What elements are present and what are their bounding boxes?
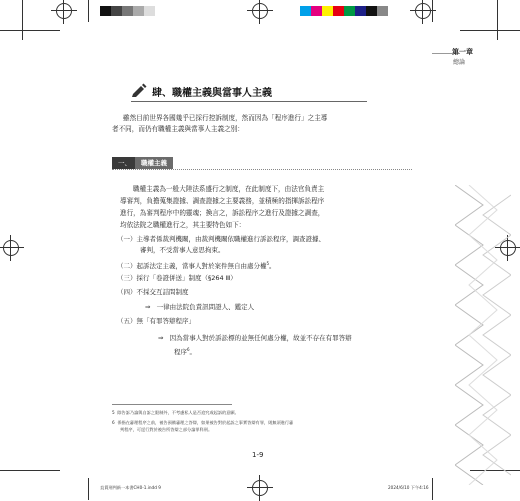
- crop-mark: [460, 30, 520, 31]
- slug-timestamp: 2024/6/10 下午4:16: [388, 485, 429, 490]
- footnote-ref: 5: [266, 261, 270, 266]
- item-text: 程序: [174, 348, 187, 357]
- section-title: 肆、職權主義與當事人主義: [152, 88, 272, 99]
- crop-mark: [0, 30, 60, 31]
- body-line: 導審判，負擔蒐集證據、調查證據之主要義務，並積極的指揮訴訟程序: [120, 197, 325, 205]
- list-item: 審判，不受當事人意思拘束。: [140, 246, 225, 254]
- footnote: 判程序，可逕行對於被告所答辯之部分論罪科刑。: [120, 427, 213, 432]
- body-line: 均依法院之職權進行之，其主要特色如下：: [120, 221, 246, 229]
- footnote-text: 係指在審理程序之前，被告預備審理之答辯，如果被告對於起訴之事實答辯有罪，則無須進行審: [117, 420, 294, 425]
- crop-mark: [88, 478, 89, 500]
- list-item: [158, 333, 352, 343]
- registration-mark: [415, 3, 431, 19]
- item-text: （二）起訴法定主義，當事人對於案件無自由處分權: [117, 262, 267, 271]
- footnote-rule: [112, 404, 232, 405]
- list-item: [117, 259, 276, 271]
- body-line: 職權主義為一般大陸法系盛行之制度，在此制度下，由法官負責主: [133, 185, 325, 193]
- subsection-heading: [112, 157, 173, 169]
- subsection-number: 一、: [112, 157, 135, 169]
- registration-mark: [252, 480, 268, 496]
- crop-mark: [88, 0, 89, 22]
- decorative-zigzag: [455, 185, 511, 485]
- footnote: [112, 420, 293, 426]
- double-arrow-icon: ⇒: [158, 334, 164, 342]
- crop-mark: [0, 470, 60, 471]
- intro-line: 雖然目前世界各國幾乎已採行控訴制度，然而因為「程序進行」之主導: [123, 114, 328, 122]
- chapter-number: 第一章: [452, 48, 473, 56]
- intro-line: 者不同，而仍有職權主義與當事人主義之別：: [112, 125, 244, 133]
- registration-mark: [252, 3, 268, 19]
- crop-mark: [432, 478, 433, 500]
- footnote-number: 5: [112, 410, 115, 415]
- list-item: [174, 345, 196, 357]
- item-text: 因為當事人對於訴訟標的並無任何處分權，故並不存在有罪答辯: [169, 334, 352, 342]
- footnote-text: 除告訴乃論與自訴之限制外，不考慮私人是否追究或起訴的意願。: [117, 410, 239, 415]
- section-rule: [131, 101, 367, 102]
- footnote-ref: 6: [187, 347, 190, 352]
- list-item: （五）無「有罪答辯程序」: [117, 317, 195, 325]
- list-item: （四）不採交互詰問制度: [117, 288, 189, 296]
- item-tail: 。: [269, 262, 276, 271]
- item-text: 一律由法院負責訊問證人、鑑定人: [156, 303, 255, 311]
- item-tail: 。: [189, 348, 197, 357]
- crop-mark: [22, 0, 23, 40]
- list-item: （三）採行「卷證併送」制度（§264 Ⅲ）: [117, 274, 237, 282]
- subsection-title: 職權主義: [135, 157, 173, 169]
- crop-mark: [497, 0, 498, 40]
- registration-mark: [3, 240, 19, 256]
- color-bar: [100, 6, 155, 16]
- slug-filename: 直貫刑判新一本書CH0-1.indd 9: [100, 485, 161, 490]
- footnote-number: 6: [112, 420, 115, 425]
- crop-mark: [432, 0, 433, 22]
- page-number: 1-9: [252, 451, 264, 459]
- chapter-title: 總論: [453, 59, 466, 66]
- list-item: [145, 302, 254, 312]
- registration-mark: [56, 3, 72, 19]
- color-bar: [300, 6, 388, 16]
- double-arrow-icon: ⇒: [145, 303, 151, 311]
- subsection-rule: [112, 169, 412, 170]
- pencil-icon: [131, 83, 147, 97]
- list-item: （一）主導者係裁判機關，由裁判機關依職權進行訴訟程序，調查證據、: [117, 235, 325, 243]
- footnote: [112, 410, 239, 416]
- body-line: 進行，為審判程序中的靈魂；換言之，訴訟程序之進行及證據之調查，: [120, 209, 325, 217]
